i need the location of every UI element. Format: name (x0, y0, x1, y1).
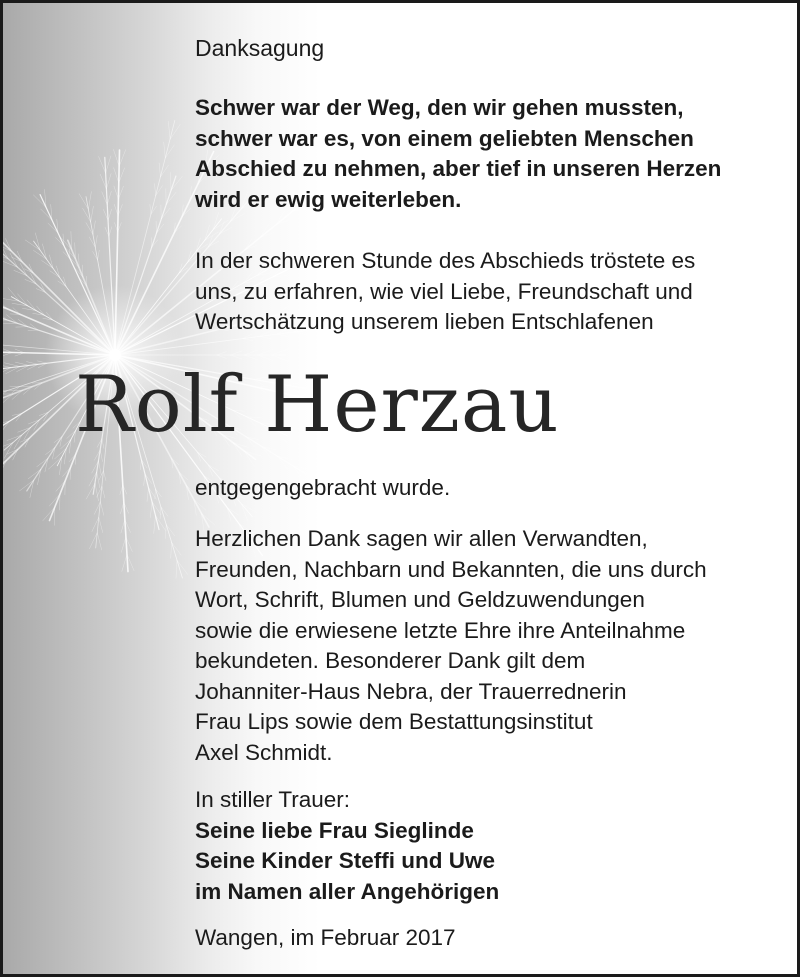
seed-filament (99, 461, 102, 475)
seed-filament (161, 507, 168, 517)
seed-filament (33, 195, 46, 208)
seed-filament (114, 186, 119, 199)
thanks-line: sowie die erwiesene letzte Ehre ihre Anteilnahme (195, 617, 686, 643)
seed-filament (49, 457, 62, 469)
seed-filament (140, 460, 141, 470)
thanks-line: Wort, Schrift, Blumen und Geldzuwendungen (195, 587, 645, 612)
seed-filament (171, 542, 172, 558)
seed-filament (159, 163, 160, 177)
seed-filament (48, 223, 58, 233)
deceased-name: Rolf Herzau (75, 360, 560, 450)
seed-filament (106, 156, 111, 173)
seed-filament (121, 537, 126, 552)
seed-filament (27, 300, 36, 311)
seed-filament (241, 504, 257, 513)
seed-filament (91, 206, 94, 222)
poem-line: schwer war es, von einem geliebten Menschen (195, 125, 694, 151)
seed-filament (208, 465, 219, 471)
seed-filament (106, 174, 111, 189)
heading-title: Danksagung (195, 35, 325, 61)
seed-filament (61, 439, 71, 449)
seed-filament (98, 250, 100, 260)
seed-filament (14, 270, 27, 275)
seed-filament (166, 192, 176, 205)
seed-filament (205, 225, 210, 240)
seed-filament (155, 184, 156, 196)
after-name-text: entgegengebracht wurde. (195, 475, 451, 500)
seed-filament (88, 192, 91, 210)
seed-filament (213, 213, 219, 230)
thanks-line: Axel Schmidt. (195, 739, 333, 765)
mourner-line: im Namen aller Angehörigen (195, 878, 500, 904)
intro-line: In der schweren Stunde des Abschieds tröstete es (195, 248, 696, 273)
seed-filament (164, 142, 166, 158)
seed-filament (55, 448, 67, 459)
seed-filament (15, 362, 29, 365)
seed-filament (177, 560, 188, 574)
intro-line: uns, zu erfahren, wie viel Liebe, Freundschaft und (195, 278, 693, 304)
seed-filament (97, 533, 101, 550)
seed-filament (7, 435, 22, 441)
seed-filament (171, 176, 182, 190)
seed-filament (107, 191, 111, 204)
mourning-block (195, 785, 499, 907)
thanks-line: Freunden, Nachbarn und Bekannten, die uns durch (195, 556, 707, 582)
seed-filament (100, 502, 103, 516)
seed-filament (144, 474, 145, 486)
seed-filament (219, 227, 231, 234)
seed-filament (108, 209, 112, 220)
seed-filament (154, 516, 156, 534)
seed-filament (243, 339, 253, 341)
poem-verse (195, 93, 721, 215)
seed-filament (93, 221, 95, 235)
seed-filament (172, 542, 182, 555)
intro-line: Wertschätzung unserem lieben Entschlafenen (195, 309, 654, 334)
seed-filament (166, 525, 174, 536)
seed-filament (26, 362, 38, 365)
seed-filament (122, 554, 127, 571)
thanks-line: bekundeten. Besonderer Dank gilt dem (195, 648, 586, 673)
seed-filament (41, 209, 52, 220)
seed-filament (95, 236, 97, 248)
thanks-paragraph (195, 524, 707, 768)
intro-paragraph (195, 246, 695, 338)
seed-filament (160, 507, 161, 519)
poem-line: Abschied zu nehmen, aber tief in unseren Herzen (195, 156, 722, 181)
seed-filament (60, 236, 72, 249)
seed-filament (4, 363, 20, 367)
seed-filament (176, 560, 177, 578)
seed-filament (213, 220, 228, 230)
seed-filament (241, 504, 247, 521)
seed-filament (18, 294, 28, 306)
poem-line: wird er ewig weiterleben. (195, 186, 462, 212)
seed-filament (3, 323, 17, 324)
seed-filament (114, 168, 119, 183)
mourner-line: Seine Kinder Steffi und Uwe (195, 848, 496, 873)
seed-filament (95, 483, 99, 501)
seed-filament (109, 227, 112, 237)
seed-filament (3, 261, 18, 267)
seed-filament (150, 204, 151, 214)
thanks-line: Frau Lips sowie dem Bestattungsinstitut (195, 709, 593, 734)
seed-filament (102, 486, 105, 498)
seed-filament (147, 488, 149, 502)
seed-filament (18, 427, 31, 432)
seed-filament (150, 502, 152, 518)
seed-filament (120, 502, 123, 514)
seed-filament (121, 520, 125, 533)
seed-filament (103, 471, 106, 481)
seed-filament (113, 149, 119, 166)
seed-filament (261, 225, 268, 237)
poem-line: Schwer war der Weg, den wir gehen mussten, (195, 95, 684, 120)
place-date: Wangen, im Februar 2017 (195, 925, 456, 950)
mourner-line: Seine liebe Frau Sieglinde (195, 817, 474, 843)
seed-filament (28, 420, 39, 424)
mourning-intro: In stiller Trauer: (195, 787, 351, 812)
seed-filament (168, 121, 170, 139)
thanks-line: Johanniter-Haus Nebra, der Trauerrednerin (195, 678, 627, 704)
thanks-line: Herzlichen Dank sagen wir allen Verwandten, (195, 526, 648, 551)
seed-filament (99, 517, 103, 533)
seed-filament (219, 221, 224, 234)
seed-filament (165, 525, 166, 539)
